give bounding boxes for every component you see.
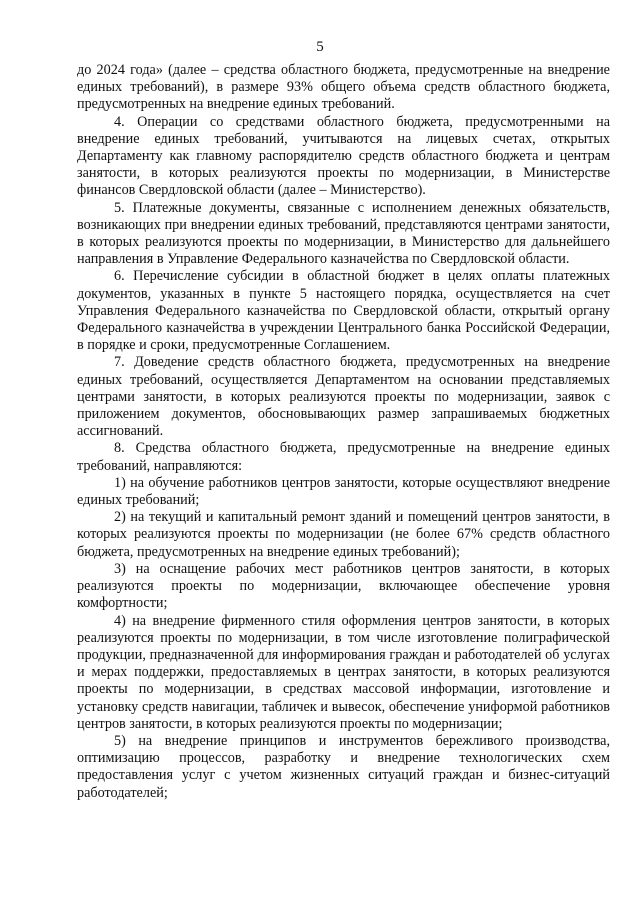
subitem-2: 2) на текущий и капитальный ремонт зданий и помещений центров занятости, в которых реализуются проекты по модернизации (не более 67% средств областного бюджета, предусмотренных на внедрение единых требований); [77,509,610,560]
paragraph-item-4: 4. Операции со средствами областного бюджета, предусмотренными на внедрение единых требований, учитываются на лицевых счетах, открытых Департаменту как главному распорядителю средств областного бюджета и центрам занятости, в которых реализуются проекты по модернизации, в Министерстве финансов Свердловской области (далее – Министерство). [77,113,610,199]
paragraph-item-8: 8. Средства областного бюджета, предусмотренные на внедрение единых требований, направляются: [77,440,610,474]
paragraph-continuation: до 2024 года» (далее – средства областного бюджета, предусмотренные на внедрение единых требований), в размере 93% общего объема средств областного бюджета, предусмотренных на внедрение единых требований. [77,62,610,113]
paragraph-item-6: 6. Перечисление субсидии в областной бюджет в целях оплаты платежных документов, указанных в пункте 5 настоящего порядка, осуществляется на счет Управления Федерального казначейства по Свердловской области, открытый органу Федерального казначейства в учреждении Центрального банка Российской Федерации, в порядке и сроки, предусмотренные Соглашением. [77,268,610,354]
subitem-3: 3) на оснащение рабочих мест работников центров занятости, в которых реализуются проекты по модернизации, включающее обеспечение уровня комфортности; [77,560,610,612]
page-number: 5 [316,39,324,55]
document-body [77,62,610,802]
subitem-5: 5) на внедрение принципов и инструментов бережливого производства, оптимизацию процессов, разработку и внедрение технологических схем предоставления услуг с учетом жизненных ситуаций граждан и бизнес-ситуаций работодателей; [77,732,610,801]
paragraph-item-5: 5. Платежные документы, связанные с исполнением денежных обязательств, возникающих при внедрении единых требований, представляются центрами занятости, в которых реализуются проекты по модернизации, в Министерство для дальнейшего направления в Управление Федерального казначейства по Свердловской области. [77,199,610,268]
subitem-1: 1) на обучение работников центров занятости, которые осуществляют внедрение единых требований; [77,474,610,509]
subitem-4: 4) на внедрение фирменного стиля оформления центров занятости, в которых реализуются проекты по модернизации, в том числе изготовление полиграфической продукции, предназначенной для информирования граждан и работодателей об услугах и мерах поддержки, предоставляемых в центрах занятости, в которых реализуются проекты по модернизации, в средствах массовой информации, изготовление и установку средств навигации, табличек и вывесок, обеспечение униформой работников центров занятости, в которых реализуются проекты по модернизации; [77,612,610,732]
paragraph-item-7: 7. Доведение средств областного бюджета, предусмотренных на внедрение единых требований, осуществляется Департаментом на основании представляемых центрами занятости, в которых реализуются проекты по модернизации, заявок с приложением документов, обосновывающих размер запрашиваемых бюджетных ассигнований. [77,354,610,440]
